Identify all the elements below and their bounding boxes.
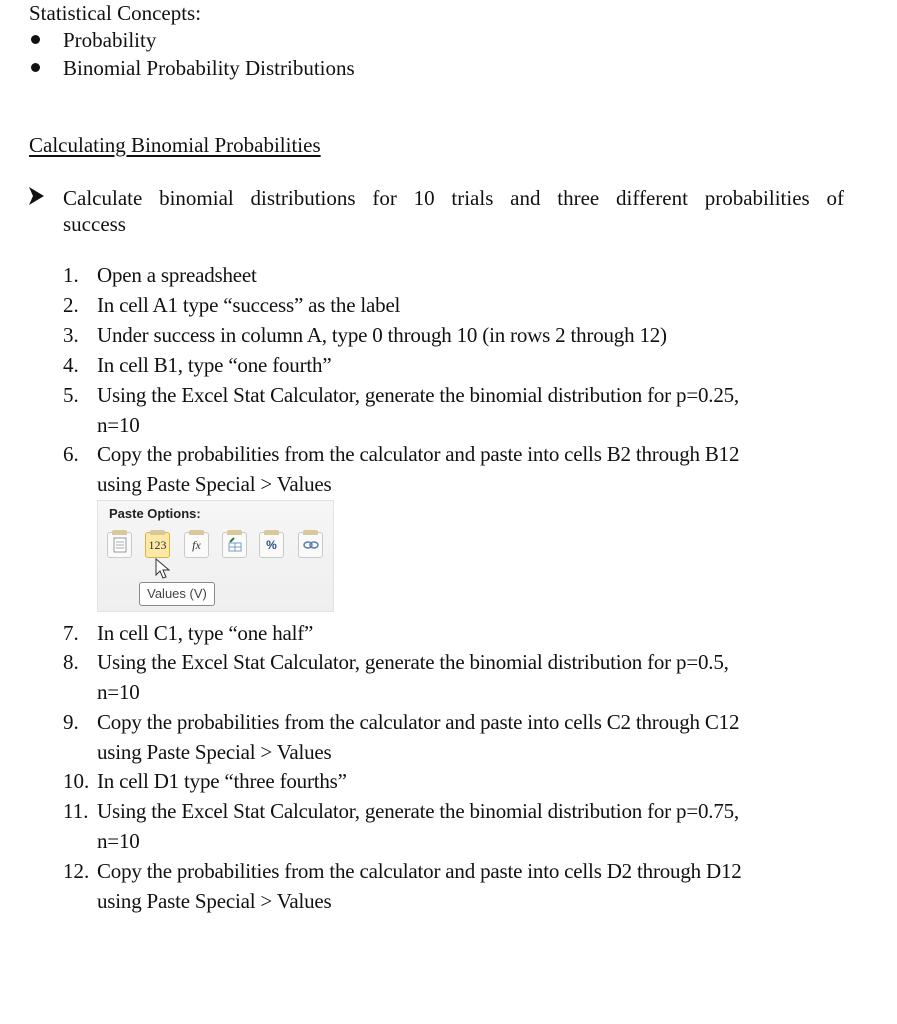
paste-formatting-icon[interactable] [222,532,247,558]
step-text: In cell B1, type “one fourth” [97,353,332,377]
step-number: 8. [63,650,79,674]
paste-options-title: Paste Options: [109,506,201,521]
paste-values-icon[interactable] [145,532,170,558]
step-text: Using the Excel Stat Calculator, generate the binomial distribution for p=0.5, [97,650,729,674]
page-heading: Statistical Concepts: [29,1,202,25]
step-text: Copy the probabilities from the calculator and paste into cells C2 through C12 [97,710,740,734]
step-number: 12. [63,859,90,883]
step-text: Copy the probabilities from the calculator and paste into cells D2 through D12 [97,859,742,883]
bullet-dot [31,35,40,44]
step-number: 7. [63,621,79,645]
step-text: In cell A1 type “success” as the label [97,293,401,317]
step-number: 9. [63,710,79,734]
paste-icon[interactable] [107,532,132,558]
step-text-continued: using Paste Special > Values [97,889,332,913]
bullet-item-binomial: Binomial Probability Distributions [63,56,355,80]
step-text: Using the Excel Stat Calculator, generate the binomial distribution for p=0.75, [97,799,739,823]
bullet-item-probability: Probability [63,28,157,52]
paste-percent-label: % [266,538,277,552]
step-text-continued: n=10 [97,829,140,853]
paste-formulas-label: fx [192,538,201,552]
paste-formulas-icon[interactable] [184,532,209,558]
step-text: Using the Excel Stat Calculator, generate the binomial distribution for p=0.25, [97,383,739,407]
step-number: 6. [63,442,79,466]
step-number: 1. [63,263,79,287]
step-text: Open a spreadsheet [97,263,257,287]
paste-options-panel [97,500,334,612]
step-text: In cell C1, type “one half” [97,621,314,645]
step-number: 11. [63,799,89,823]
step-text-continued: using Paste Special > Values [97,472,332,496]
step-text: Copy the probabilities from the calculator and paste into cells B2 through B12 [97,442,740,466]
paste-percent-icon[interactable] [259,532,284,558]
paste-values-label: 123 [148,538,167,552]
step-text-continued: using Paste Special > Values [97,740,332,764]
paste-link-icon[interactable] [298,532,323,558]
values-tooltip: Values (V) [139,582,215,606]
section-title: Calculating Binomial Probabilities [29,133,321,157]
arrow-bullet-icon [28,186,46,206]
step-number: 10. [63,769,90,793]
step-number: 2. [63,293,79,317]
step-number: 3. [63,323,79,347]
step-text: In cell D1 type “three fourths” [97,769,347,793]
mouse-cursor-icon [155,558,171,580]
step-number: 5. [63,383,79,407]
step-text-continued: n=10 [97,680,140,704]
step-text-continued: n=10 [97,413,140,437]
bullet-dot [31,63,40,72]
step-number: 4. [63,353,79,377]
intro-line-1: Calculate binomial distributions for 10 trials and three different probabilities of [63,186,844,210]
intro-line-2: success [63,212,126,236]
step-text: Under success in column A, type 0 through 10 (in rows 2 through 12) [97,323,667,347]
